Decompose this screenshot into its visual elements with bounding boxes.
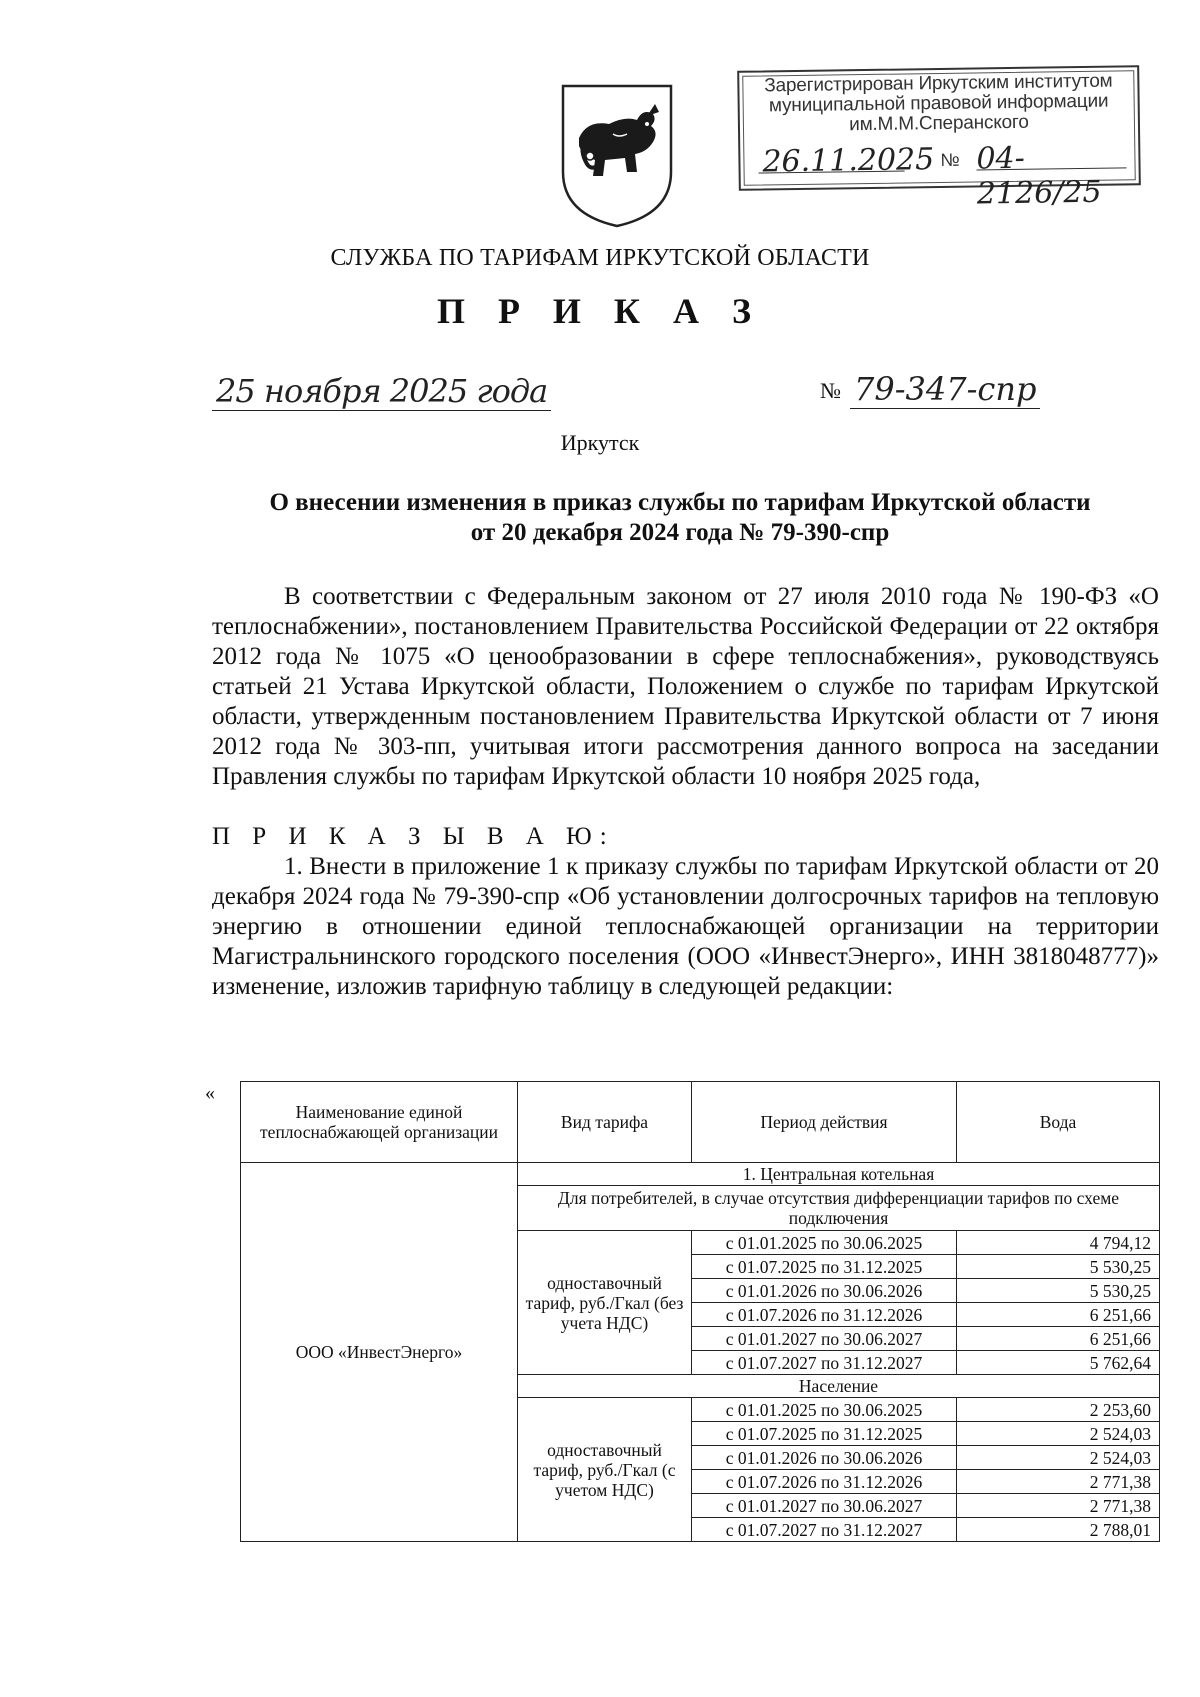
stamp-line-2: муниципальной правовой информации xyxy=(768,90,1109,117)
header-period: Период действия xyxy=(692,1082,957,1163)
period-cell: с 01.01.2025 по 30.06.2025 xyxy=(692,1398,957,1422)
value-cell: 5 530,25 xyxy=(957,1279,1160,1303)
stamp-reg-no-label: № xyxy=(940,149,960,170)
value-cell: 4 794,12 xyxy=(957,1231,1160,1255)
period-cell: с 01.07.2027 по 31.12.2027 xyxy=(692,1351,957,1375)
value-cell: 2 771,38 xyxy=(957,1470,1160,1494)
group-title-1: Для потребителей, в случае отсутствия дифференциации тарифов по схеме подключения xyxy=(518,1186,1160,1231)
org-name-cell: ООО «ИнвестЭнерго» xyxy=(241,1163,518,1542)
period-cell: с 01.07.2027 по 31.12.2027 xyxy=(692,1518,957,1542)
document-type: П Р И К А З xyxy=(436,291,764,331)
order-word: П Р И К А З Ы В А Ю: xyxy=(212,823,615,850)
period-cell: с 01.01.2025 по 30.06.2025 xyxy=(692,1231,957,1255)
quote-open: « xyxy=(205,1082,215,1104)
coat-of-arms-icon xyxy=(557,80,677,230)
header-water: Вода xyxy=(957,1082,1160,1163)
period-cell: с 01.01.2026 по 30.06.2026 xyxy=(692,1446,957,1470)
item-1-paragraph: 1. Внести в приложение 1 к приказу службы по тарифам Иркутской области от 20 декабря 2024 года № 79-390-спр «Об установлении долгосрочных тарифов на тепловую энергию в отношении единой теплоснабжающей организации на территории Магистральнинского городского поселения (ООО «ИнвестЭнерго», ИНН 3818048777)» изменение, изложив тарифную таблицу в следующей редакции: xyxy=(212,853,1159,1000)
order-number: 79-347-спр xyxy=(850,370,1040,409)
value-cell: 6 251,66 xyxy=(957,1327,1160,1351)
period-cell: с 01.07.2025 по 31.12.2025 xyxy=(692,1422,957,1446)
header-tariff-type: Вид тарифа xyxy=(518,1082,692,1163)
table-header-row xyxy=(241,1082,1160,1163)
value-cell: 2 253,60 xyxy=(957,1398,1160,1422)
table-row xyxy=(241,1163,1160,1186)
city: Иркутск xyxy=(560,430,640,455)
order-number-label: № xyxy=(820,378,841,403)
period-cell: с 01.01.2027 по 30.06.2027 xyxy=(692,1327,957,1351)
value-cell: 2 771,38 xyxy=(957,1494,1160,1518)
document-title-line-2: от 20 декабря 2024 года № 79-390-спр xyxy=(470,519,890,546)
value-cell: 5 762,64 xyxy=(957,1351,1160,1375)
registration-stamp xyxy=(737,65,1141,212)
value-cell: 5 530,25 xyxy=(957,1255,1160,1279)
tariff-label-1: одноставочный тариф, руб./Гкал (без учета НДС) xyxy=(518,1231,692,1375)
value-cell: 2 524,03 xyxy=(957,1446,1160,1470)
tariff-label-2: одноставочный тариф, руб./Гкал (с учетом НДС) xyxy=(518,1398,692,1542)
period-cell: с 01.07.2026 по 31.12.2026 xyxy=(692,1470,957,1494)
document-title xyxy=(200,488,1160,548)
section-title: 1. Центральная котельная xyxy=(518,1163,1160,1186)
header-org: Наименование единой теплоснабжающей организации xyxy=(241,1082,518,1163)
group-title-2: Население xyxy=(518,1375,1160,1398)
period-cell: с 01.01.2026 по 30.06.2026 xyxy=(692,1279,957,1303)
stamp-line-1: Зарегистрирован Иркутским институтом xyxy=(764,70,1113,97)
order-date: 25 ноября 2025 года xyxy=(212,372,551,411)
agency-name: СЛУЖБА ПО ТАРИФАМ ИРКУТСКОЙ ОБЛАСТИ xyxy=(330,245,870,271)
stamp-line-3: им.М.М.Сперанского xyxy=(849,111,1029,136)
preamble-paragraph: В соответствии с Федеральным законом от 27 июля 2010 года № 190-ФЗ «О теплоснабжении», постановлением Правительства Российской Федерации от 22 октября 2012 года № 1075 «О ценообразовании в сфере теплоснабжения», руководствуясь статьей 21 Устава Иркутской области, Положением о службе по тарифам Иркутской области, утвержденным постановлением Правительства Иркутской области от 7 июня 2012 года № 303-пп, учитывая итоги рассмотрения данного вопроса на заседании Правления службы по тарифам Иркутской области 10 ноября 2025 года, xyxy=(212,583,1159,790)
stamp-reg-no: 04-2126/25 xyxy=(976,140,1102,212)
tariff-table xyxy=(240,1081,1160,1542)
value-cell: 2 524,03 xyxy=(957,1422,1160,1446)
period-cell: с 01.07.2025 по 31.12.2025 xyxy=(692,1255,957,1279)
period-cell: с 01.07.2026 по 31.12.2026 xyxy=(692,1303,957,1327)
stamp-reg-date: 26.11.2025 xyxy=(762,142,935,180)
document-title-line-1: О внесении изменения в приказ службы по тарифам Иркутской области xyxy=(269,489,1091,516)
value-cell: 2 788,01 xyxy=(957,1518,1160,1542)
value-cell: 6 251,66 xyxy=(957,1303,1160,1327)
period-cell: с 01.01.2027 по 30.06.2027 xyxy=(692,1494,957,1518)
